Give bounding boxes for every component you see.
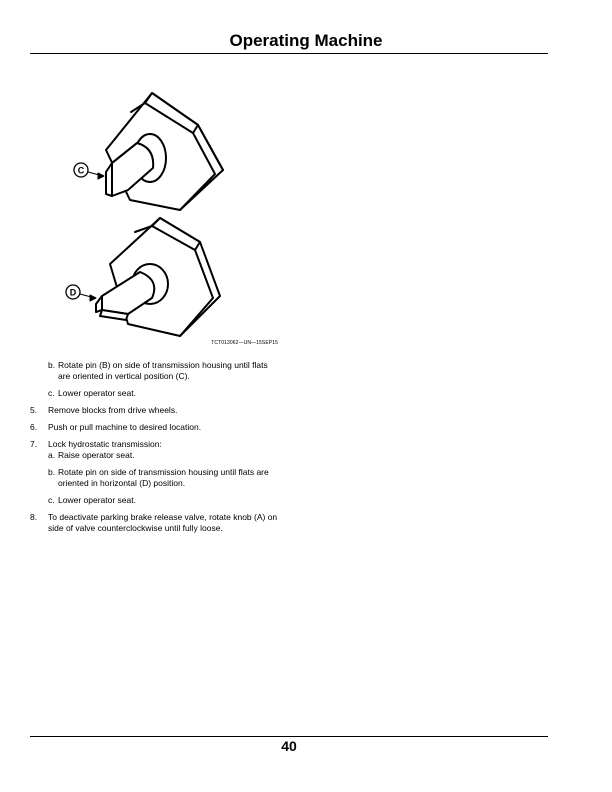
step-text: To deactivate parking brake release valve, rotate knob (A) on side of valve counterclockwise until fully loose. [48,512,278,533]
substep-text: Rotate pin on side of transmission housing until flats are oriented in horizontal (D) position. [58,467,269,488]
substep-text: Lower operator seat. [58,495,136,505]
step-number: 8. [30,512,38,522]
substep-text: Lower operator seat. [58,388,136,398]
step-5 [30,405,280,416]
substep-b-vertical [48,360,280,382]
step-number: 7. [30,439,38,449]
substep-letter: c. [48,495,55,505]
step-text: Remove blocks from drive wheels. [48,405,178,415]
page-title: Operating Machine [229,31,383,50]
callout-d-label: D [69,287,77,298]
substep-letter: c. [48,388,55,398]
substep-b [48,467,280,489]
step-number: 5. [30,405,38,415]
procedure-steps [30,360,280,540]
substep-c-lower-seat [48,388,280,399]
substep-text: Rotate pin (B) on side of transmission housing until flats are oriented in vertical position (C). [58,360,268,381]
substep-letter: b. [48,360,56,370]
page-number: 40 [281,738,297,754]
figure-caption: TCT013062—UN—15SEP15 [211,340,278,346]
pin-orientation-figure [0,0,612,360]
step-number: 6. [30,422,38,432]
substep-text: Raise operator seat. [58,450,135,460]
substep-a [48,450,280,461]
step-text: Push or pull machine to desired location. [48,422,202,432]
footer-rule [30,736,548,737]
substep-c [48,495,280,506]
substep-letter: a. [48,450,56,460]
callout-c-label: C [77,165,85,176]
step-6 [30,422,280,433]
step-text: Lock hydrostatic transmission: [48,439,162,449]
step-8 [30,512,280,534]
step-7 [30,439,280,506]
substep-letter: b. [48,467,56,477]
